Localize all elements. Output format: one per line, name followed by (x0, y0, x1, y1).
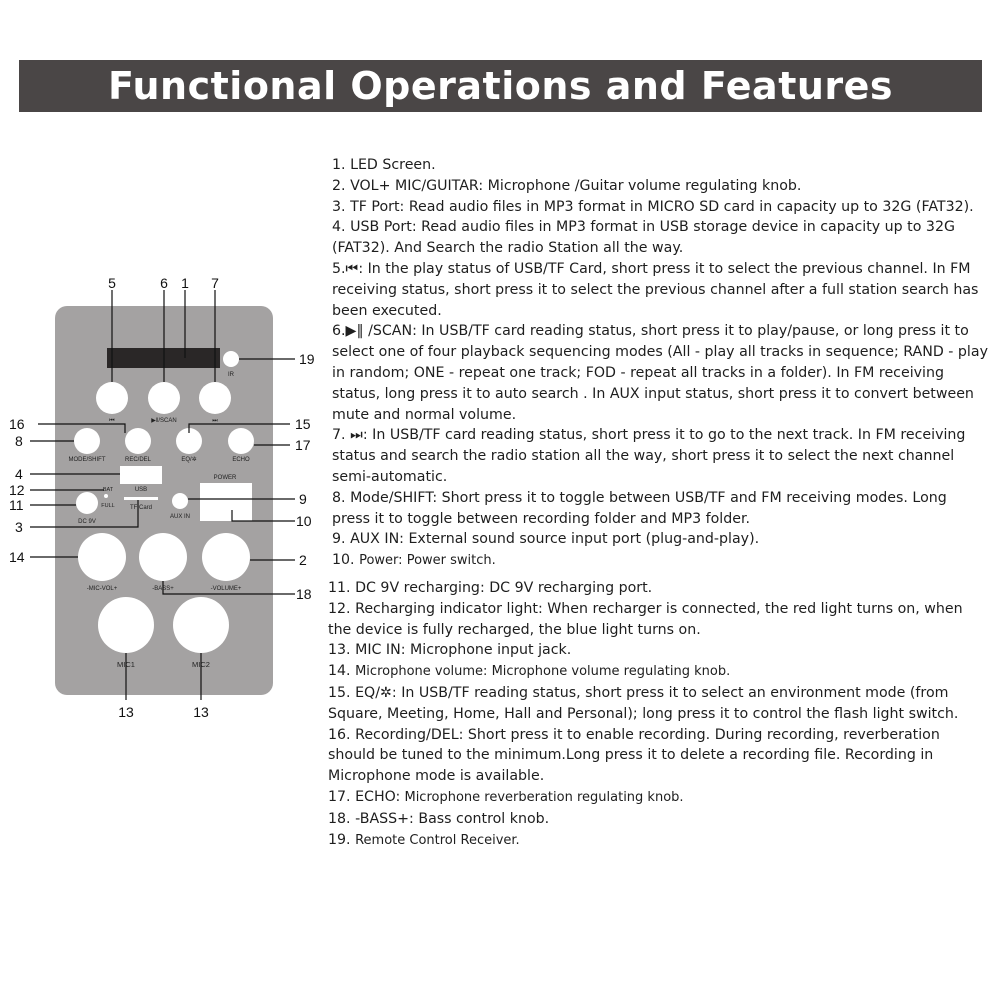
feature-item: 9. AUX IN: External sound source input port (plug-and-play). (332, 531, 760, 548)
callout-5: 5 (108, 275, 116, 291)
callout-14: 14 (9, 549, 25, 565)
usb-port[interactable] (120, 466, 162, 484)
volume-knob[interactable] (202, 533, 250, 581)
full-label: FULL (101, 503, 115, 509)
aux-in-label: AUX IN (169, 514, 191, 520)
eq-light-icon: ✲ (380, 684, 392, 701)
power-switch[interactable] (200, 483, 252, 521)
callout-1: 1 (181, 275, 189, 291)
callout-2: 2 (299, 552, 307, 568)
play-scan-label: ▶‖/SCAN (151, 418, 177, 424)
callout-17: 17 (295, 437, 311, 453)
callout-6: 6 (160, 275, 168, 291)
feature-item: 8. Mode/SHIFT: Short press it to toggle between USB/TF and FM receiving modes. Long press it to toggle between recording folder and MP3 folder. (332, 489, 947, 527)
next-label: ⏭ (212, 418, 218, 424)
aux-in-port[interactable] (172, 493, 188, 509)
callout-12: 12 (9, 482, 25, 498)
rec-del-label: REC/DEL (124, 457, 152, 463)
mic2-label: MIC2 (192, 660, 210, 669)
feature-item: 12. Recharging indicator light: When recharger is connected, the red light turns on, when the device is fully recharged, the blue light turns on. (328, 600, 963, 638)
callout-11: 11 (9, 497, 24, 513)
feature-item: 5.⏮: In the play status of USB/TF Card, short press it to select the previous channel. In FM receiving status, short press it to select the previous channel after a full station search has been executed. (332, 260, 979, 319)
feature-item: 10. Power: Power switch. (332, 552, 496, 569)
feature-item: 7. ⏭: In USB/TF card reading status, short press it to go to the next track. In FM receiving status and search the radio station all the way, short press it to select the next channel semi-automatic. (332, 427, 966, 485)
device-panel-diagram (0, 0, 330, 760)
callout-19: 19 (299, 351, 315, 367)
feature-item: 15. EQ/✲: In USB/TF reading status, short press it to select an environment mode (from Square, Meeting, Home, Hall and Personal); long press it to control the flash light switch. (328, 684, 959, 722)
feature-item: 11. DC 9V recharging: DC 9V recharging port. (328, 579, 653, 596)
feature-item: 4. USB Port: Read audio files in MP3 format in USB storage device in capacity up to 32G (FAT32). And Search the radio Station all the way. (332, 219, 955, 257)
feature-item: 2. VOL+ MIC/GUITAR: Microphone /Guitar volume regulating knob. (332, 177, 802, 194)
rec-del-button[interactable] (125, 428, 151, 454)
feature-item: 3. TF Port: Read audio files in MP3 format in MICRO SD card in capacity up to 32G (FAT32). (332, 198, 974, 215)
bass-label: -BASS+ (152, 586, 174, 592)
prev-button[interactable] (96, 382, 128, 414)
feature-item: 1. LED Screen. (332, 157, 436, 173)
ir-label: IR (228, 372, 234, 378)
prev-label: ⏮ (109, 418, 115, 424)
mode-shift-button[interactable] (74, 428, 100, 454)
feature-item: 14. Microphone volume: Microphone volume regulating knob. (328, 663, 731, 680)
feature-item: 6.▶‖ /SCAN: In USB/TF card reading status, short press it to play/pause, or long press it to select one of four playback sequencing modes (All - play all tracks in sequence; RAND - play in random; ONE - repeat one track; FOD - repeat all tracks in a folder). In FM receiving status, long press it to auto search . In AUX input status, short press it to convert between mute and normal volume. (332, 323, 988, 423)
bat-label: BAT (102, 487, 114, 493)
callout-16: 16 (9, 416, 25, 432)
callout-8: 8 (15, 433, 23, 449)
callout-4: 4 (15, 466, 23, 482)
callout-3: 3 (15, 519, 23, 535)
charge-indicator (104, 494, 108, 498)
tf-card-slot[interactable] (124, 497, 158, 500)
echo-button[interactable] (228, 428, 254, 454)
dc-9v-label: DC 9V (78, 519, 96, 525)
callout-18: 18 (296, 586, 312, 602)
prev-icon: ⏮ (345, 260, 359, 277)
usb-label: USB (134, 487, 148, 493)
volume-label: -VOLUME+ (210, 586, 242, 592)
play-scan-button[interactable] (148, 382, 180, 414)
bass-knob[interactable] (139, 533, 187, 581)
mic-vol-knob[interactable] (78, 533, 126, 581)
callout-10: 10 (296, 513, 312, 529)
dc-9v-port[interactable] (76, 492, 98, 514)
eq-label: EQ/✲ (181, 457, 197, 463)
ir-receiver (223, 351, 239, 367)
tf-card-label: TF Card (129, 505, 153, 511)
power-label: POWER (213, 475, 237, 481)
callout-13-mic2: 13 (193, 704, 209, 720)
feature-item: 16. Recording/DEL: Short press it to enable recording. During recording, reverberation should be tuned to the minimum.Long press it to delete a recording file. Recording in Microphone mode is available. (328, 726, 940, 785)
echo-label: ECHO (232, 457, 250, 463)
feature-item: 18. -BASS+: Bass control knob. (328, 810, 550, 827)
page-title: Functional Operations and Features (107, 64, 894, 108)
play-pause-icon: ▶‖ (345, 323, 364, 340)
feature-item: 19. Remote Control Receiver. (328, 831, 520, 848)
feature-list (328, 155, 988, 851)
feature-item: 17. ECHO: Microphone reverberation regulating knob. (328, 788, 684, 805)
next-button[interactable] (199, 382, 231, 414)
callout-7: 7 (211, 275, 219, 291)
mic-vol-label: -MIC-VOL+ (86, 586, 118, 592)
callout-15: 15 (295, 416, 311, 432)
feature-item: 13. MIC IN: Microphone input jack. (328, 642, 572, 659)
mic2-jack[interactable] (173, 597, 229, 653)
callout-13-mic1: 13 (118, 704, 134, 720)
next-icon: ⏭ (350, 427, 363, 444)
mic1-jack[interactable] (98, 597, 154, 653)
callout-9: 9 (299, 491, 307, 507)
mode-shift-label: MODE/SHIFT (68, 457, 106, 463)
mic1-label: MIC1 (117, 660, 135, 669)
